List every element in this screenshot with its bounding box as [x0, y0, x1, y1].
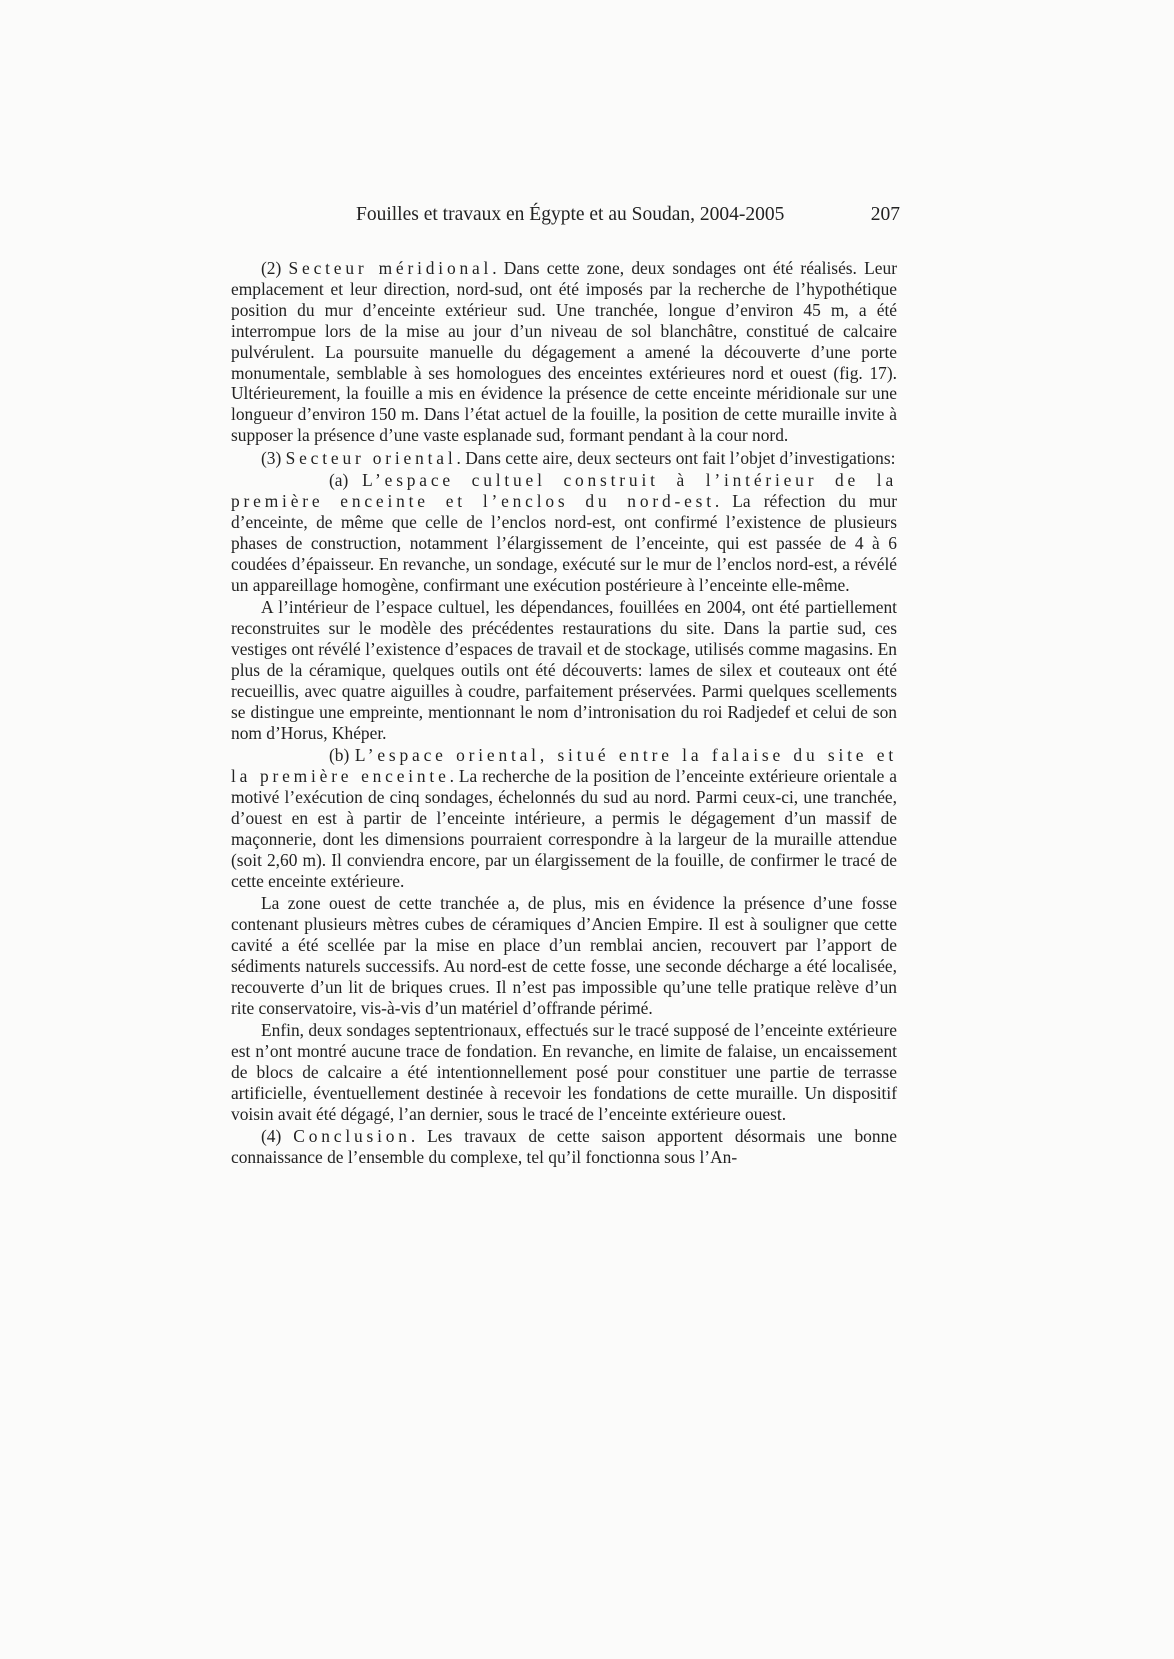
paragraph-zone-ouest: La zone ouest de cette tranchée a, de plus, mis en évidence la présence d’une fosse contenant plusieurs mètres cubes de céramiques d’Ancien Empire. Il est à souligner que cette cavité a été scellée par la mise en place d’un remblai ancien, recouvert par l’apport de sédiments naturels successifs. Au nord-est de cette fosse, une seconde décharge a été localisée, recouverte d’un lit de briques crues. Il n’est pas impossible qu’une telle pratique relève d’un rite conservatoire, vis-à-vis d’un matériel d’offrande périmé.	[231, 893, 897, 1018]
section-heading: Secteur oriental	[285, 447, 457, 468]
paragraph-espace-oriental: (b) L’espace oriental, situé entre la falaise du site et la première enceinte. La recherche de la position de l’enceinte extérieure orientale a motivé l’exécution de cinq sondages, échelonnés du sud au nord. Parmi ceux-ci, une tranchée, d’ouest en est à partir de l’enceinte intérieure, a permis le dégagement d’un massif de maçonnerie, dont les dimensions pourraient correspondre à la largeur de la muraille attendue (soit 2,60 m). Il conviendra encore, par un élargissement de la fouille, de confirmer le tracé de cette enceinte extérieure.	[231, 745, 898, 891]
paragraph-secteur-meridional: (2) Secteur méridional. Dans cette zone, deux sondages ont été réalisés. Leur emplacement et leur direction, nord-sud, ont été imposés par la recherche de l’hypothétique position du mur d’enceinte extérieur sud. Une tranchée, longue d’environ 45 m, a été interrompue lors de la mise au jour d’un niveau de sol blanchâtre, constitué de calcaire pulvérulent. La poursuite manuelle du dégagement a amené la découverte d’une porte monumentale, semblable à ses homologues des enceintes extérieures nord et ouest (fig. 17). Ultérieurement, la fouille a mis en évidence la présence de cette enceinte méridionale sur une longueur d’environ 150 m. Dans l’état actuel de la fouille, la position de cette muraille invite à supposer la présence d’une vaste esplanade sud, formant pendant à la cour nord.	[231, 258, 897, 446]
running-head	[220, 201, 900, 229]
paragraph-conclusion: (4) Conclusion. Les travaux de cette saison apportent désormais une bonne connaissance de l’ensemble du complexe, tel qu’il fonctionna sous l’An-	[231, 1126, 897, 1168]
paragraph-sondages-septentrionaux: Enfin, deux sondages septentrionaux, effectués sur le tracé supposé de l’enceinte extérieure est n’ont montré aucune trace de fondation. En revanche, en limite de falaise, un encaissement de blocs de calcaire a été intentionnellement posé pour constituer une partie de terrasse artificielle, éventuellement destinée à recevoir les fondations de cette muraille. Un dispositif voisin avait été dégagé, l’an dernier, sous le tracé de l’enceinte extérieure ouest.	[231, 1020, 897, 1124]
section-heading: Secteur méridional	[288, 258, 493, 278]
paragraph-secteur-oriental: (3) Secteur oriental. Dans cette aire, deux secteurs ont fait l’objet d’investigations:	[261, 447, 896, 468]
section-heading: Conclusion	[293, 1126, 411, 1147]
paragraph-dependances: A l’intérieur de l’espace cultuel, les dépendances, fouillées en 2004, ont été partiellement reconstruites sur le modèle des précédentes restaurations du site. Dans la partie sud, ces vestiges ont révélé l’existence d’espaces de travail et de stockage, utilisés comme magasins. En plus de la céramique, quelques outils ont été découverts: lames de silex et couteaux ont été recueillis, avec quatre aiguilles à coudre, parfaitement préservées. Parmi quelques scellements se distingue une empreinte, mentionnant le nom d’intronisation du roi Radjedef et celui de son nom d’Horus, Khéper.	[231, 597, 897, 743]
page-number: 207	[870, 204, 900, 225]
paragraph-espace-cultuel: (a) L’espace cultuel construit à l’intérieur de la première enceinte et l’enclos du nord-est. La réfection du mur d’enceinte, de même que celle de l’enclos nord-est, ont confirmé l’existence de plusieurs phases de construction, notamment l’élargissement de l’enceinte, qui est passée de 4 à 6 coudées d’épaisseur. En revanche, un sondage, exécuté sur le mur de l’enclos nord-est, a révélé un appareillage homogène, confirmant une exécution postérieure à l’enceinte elle-même.	[231, 470, 897, 595]
subsection-heading: L’espace oriental, situé entre la falaise du site et la première enceinte	[231, 745, 897, 787]
subsection-heading: L’espace cultuel construit à l’intérieur de la première enceinte et l’enclos du nord-est	[231, 470, 897, 512]
running-title: Fouilles et travaux en Égypte et au Soudan, 2004-2005	[356, 204, 785, 225]
body-text	[231, 258, 897, 1170]
